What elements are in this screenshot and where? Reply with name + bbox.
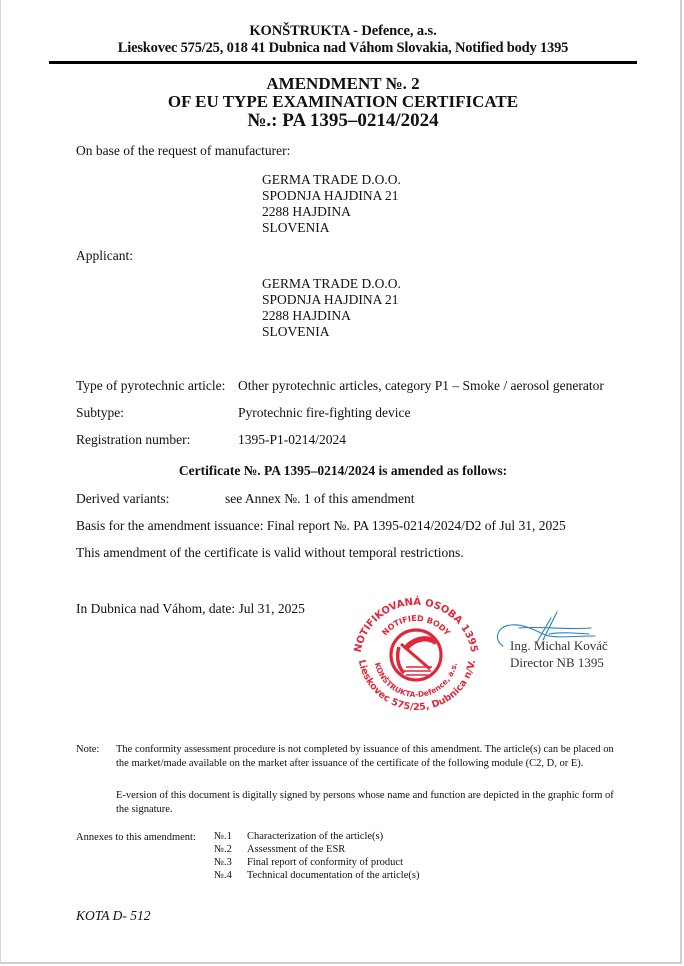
- certificate-number: №.: PA 1395–0214/2024: [247, 110, 439, 131]
- amendment-title: AMENDMENT №. 2: [266, 74, 420, 93]
- article-type-value: Other pyrotechnic articles, category P1 – Smoke / aerosol generator: [238, 378, 604, 393]
- article-type-label: Type of pyrotechnic article:: [76, 378, 226, 393]
- amendment-heading: Certificate №. PA 1395–0214/2024 is amended as follows:: [178, 463, 508, 478]
- issuer-name: KONŠTRUKTA - Defence, a.s.: [249, 23, 437, 39]
- annex-title: Technical documentation of the article(s): [247, 870, 420, 881]
- applicant-address: [262, 276, 401, 340]
- annex-number: №.1: [214, 831, 232, 842]
- validity-statement: This amendment of the certificate is valid without temporal restrictions.: [76, 545, 464, 560]
- subtype-label: Subtype:: [76, 405, 125, 420]
- registration-label: Registration number:: [76, 432, 191, 447]
- note-label: Note:: [76, 744, 100, 755]
- address-line: 2288 HAJDINA: [262, 204, 351, 219]
- stamp-inner-top-text: NOTIFIED BODY: [380, 613, 452, 638]
- address-line: 2288 HAJDINA: [262, 308, 351, 323]
- registration-value: 1395-P1-0214/2024: [238, 432, 346, 447]
- address-line: SLOVENIA: [262, 220, 330, 235]
- address-line: SPODNJA HAJDINA 21: [262, 188, 399, 203]
- notified-body-stamp: [344, 589, 487, 719]
- annexes-label: Annexes to this amendment:: [76, 832, 196, 843]
- subtype-value: Pyrotechnic fire-fighting device: [238, 405, 411, 420]
- form-code: KOTA D- 512: [76, 908, 151, 923]
- note-paragraph-1: The conformity assessment procedure is not completed by issuance of this amendment. The article(s) can be placed on the market/made available on the market after issuance of the certificate of the following module (C2, D, or E).: [116, 744, 614, 769]
- derived-variants-value: see Annex №. 1 of this amendment: [225, 491, 415, 506]
- stamp-emblem-icon: [391, 630, 441, 680]
- stamp-outer-bottom-text: Lieskovec 575/25, Dubnica n/V.: [355, 658, 479, 714]
- note-paragraph-2: E-version of this document is digitally signed by persons whose name and function are depicted in the graphic form of the signature.: [116, 790, 614, 815]
- place-and-date: In Dubnica nad Váhom, date: Jul 31, 2025: [76, 601, 305, 616]
- annex-title: Assessment of the ESR: [247, 844, 346, 855]
- applicant-label: Applicant:: [76, 248, 133, 263]
- address-line: SPODNJA HAJDINA 21: [262, 292, 399, 307]
- annex-number: №.3: [214, 857, 232, 868]
- issuer-address: Lieskovec 575/25, 018 41 Dubnica nad Váhom Slovakia, Notified body 1395: [117, 40, 569, 56]
- derived-variants-label: Derived variants:: [76, 491, 170, 506]
- address-line: SLOVENIA: [262, 324, 330, 339]
- signatory-name: Ing. Michal Kováč: [510, 638, 608, 653]
- address-line: GERMA TRADE D.O.O.: [262, 172, 401, 187]
- signatory-title: Director NB 1395: [510, 655, 604, 670]
- address-line: GERMA TRADE D.O.O.: [262, 276, 401, 291]
- annex-title: Final report of conformity of product: [247, 857, 404, 868]
- manufacturer-label: On base of the request of manufacturer:: [76, 143, 291, 158]
- header-divider: [49, 61, 637, 64]
- annex-number: №.4: [214, 870, 232, 881]
- amendment-basis: Basis for the amendment issuance: Final report №. PA 1395-0214/2024/D2 of Jul 31, 2025: [76, 518, 566, 533]
- certificate-type-title: OF EU TYPE EXAMINATION CERTIFICATE: [167, 92, 519, 111]
- manufacturer-address: [262, 172, 401, 236]
- stamp-outer-top-text: NOTIFIKOVANÁ OSOBA 1395: [352, 596, 480, 654]
- annex-number: №.2: [214, 844, 232, 855]
- stamp-inner-bottom-text: KONŠTRUKTA-Defence, a.s.: [372, 661, 460, 700]
- annex-title: Characterization of the article(s): [247, 831, 384, 842]
